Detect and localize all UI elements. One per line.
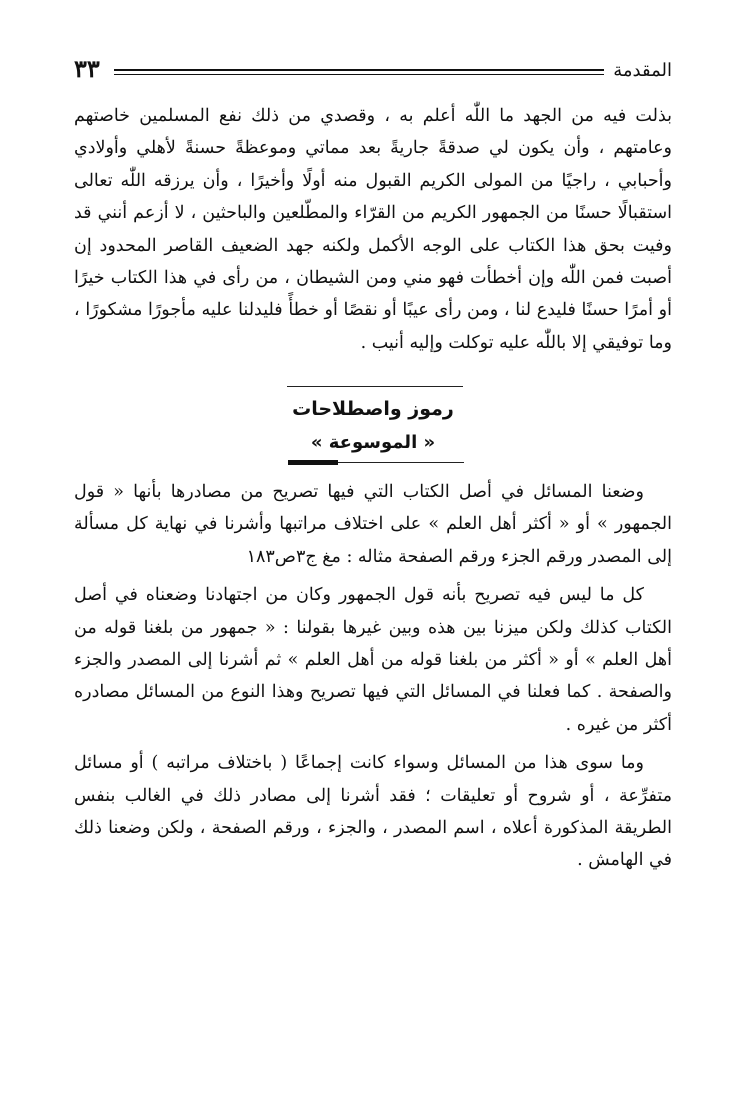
section-subtitle: « الموسوعة » xyxy=(310,432,436,453)
paragraph-3: وما سوى هذا من المسائل وسواء كانت إجماعًا ( باختلاف مراتبه ) أو مسائل متفرِّعة ، أو شروح أو تعليقات ؛ فقد أشرنا إلى مصادر ذلك في الغالب بنفس الطريقة المذكورة أعلاه ، اسم المصدر ، والجزء ، ورقم الصفحة ، ولكن وضعنا ذلك في الهامش . xyxy=(74,753,672,871)
heading-top-rule xyxy=(287,386,463,387)
intro-block xyxy=(74,100,672,359)
conventions-body xyxy=(74,476,672,877)
header-rule xyxy=(114,69,604,75)
page-number: ٣٣ xyxy=(74,54,100,83)
running-title: المقدمة xyxy=(613,60,672,81)
page-header xyxy=(74,56,672,86)
heading-bottom-bar xyxy=(288,460,338,465)
paragraph-2: كل ما ليس فيه تصريح بأنه قول الجمهور وكان من اجتهادنا وضعناه في أصل الكتاب كذلك ولكن ميزنا بين هذه وبين غيرها بقولنا : « جمهور من بلغنا قوله من أهل العلم » أو « أكثر من بلغنا قوله من أهل العلم » ثم أشرنا إلى المصدر والجزء والصفحة . كما فعلنا في المسائل التي فيها تصريح وهذا النوع من المسائل مصادره أكثر من غيره . xyxy=(74,585,672,735)
intro-paragraph: بذلت فيه من الجهد ما اللّٰه أعلم به ، وقصدي من ذلك نفع المسلمين خاصتهم وعامتهم ، وأن يكون لي صدقةً جاريةً بعد مماتي وموعظةً حسنةً لأهلي وأولادي وأحبابي ، راجيًا من المولى الكريم القبول منه أولًا وأخيرًا ، وأن يرزقه اللّٰه تعالى استقبالًا حسنًا من الجمهور الكريم من القرّاء والمطّلعين والباحثين ، لا أزعم أنني قد وفيت بحق هذا الكتاب على الوجه الأكمل ولكنه جهد الضعيف القاصر المحدود إن أصبت فمن اللّٰه وإن أخطأت فهو مني ومن الشيطان ، من رأى في هذا الكتاب خيرًا أو أمرًا حسنًا فليدع لنا ، ومن رأى عيبًا أو نقصًا أو خطأً فليدلنا عليه مأجورًا مشكورًا ، وما توفيقي إلا باللّٰه عليه توكلت وإليه أنيب . xyxy=(74,106,672,353)
paragraph-1: وضعنا المسائل في أصل الكتاب التي فيها تصريح من مصادرها بأنها « قول الجمهور » أو « أكثر أهل العلم » على اختلاف مراتبها وأشرنا في نهاية كل مسألة إلى المصدر ورقم الجزء ورقم الصفحة مثاله : مغ ج٣ص١٨٣ xyxy=(74,482,672,567)
section-title: رموز واصطلاحات xyxy=(292,398,454,420)
heading-bottom-rule xyxy=(338,462,464,463)
